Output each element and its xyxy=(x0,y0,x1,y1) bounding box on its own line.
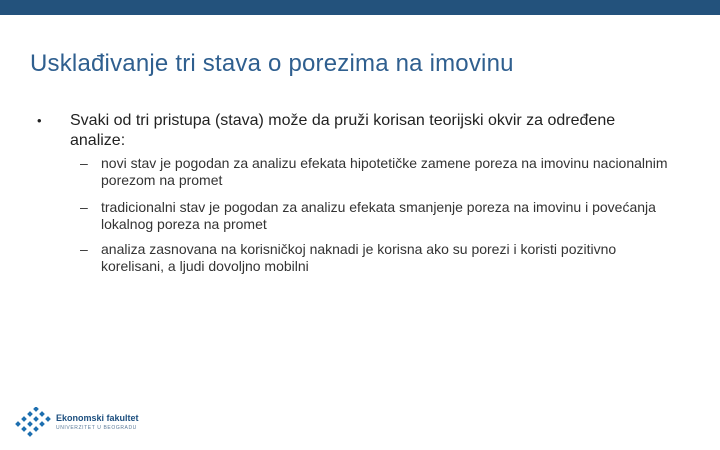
logo-subtitle: UNIVERZITET U BEOGRADU xyxy=(56,425,137,431)
main-bullet-text: Svaki od tri pristupa (stava) može da pruži korisan teorijski okvir za određene analize: xyxy=(70,112,616,149)
sub-bullet-text: novi stav je pogodan za analizu efekata hipotetičke zamene poreza na imovinu nacionalnim porezom na promet xyxy=(101,155,668,188)
sub-bullet-dash: – xyxy=(80,199,88,215)
sub-bullet-dash: – xyxy=(80,155,88,171)
logo-name: Ekonomski fakultet xyxy=(56,413,139,423)
bullet-dot: • xyxy=(37,113,42,128)
sub-bullet-text: analiza zasnovana na korisničkoj naknadi je korisna ako su porezi i koristi pozitivno korelisani, a ljudi dovoljno mobilni xyxy=(101,241,617,274)
sub-bullet-text: tradicionalni stav je pogodan za analizu efekata smanjenje poreza na imovinu i povećanja lokalnog poreza na promet xyxy=(101,199,656,232)
top-accent-bar xyxy=(0,0,720,15)
slide-title: Usklađivanje tri stava o porezima na imovinu xyxy=(30,50,514,77)
sub-bullet-dash: – xyxy=(80,241,88,257)
